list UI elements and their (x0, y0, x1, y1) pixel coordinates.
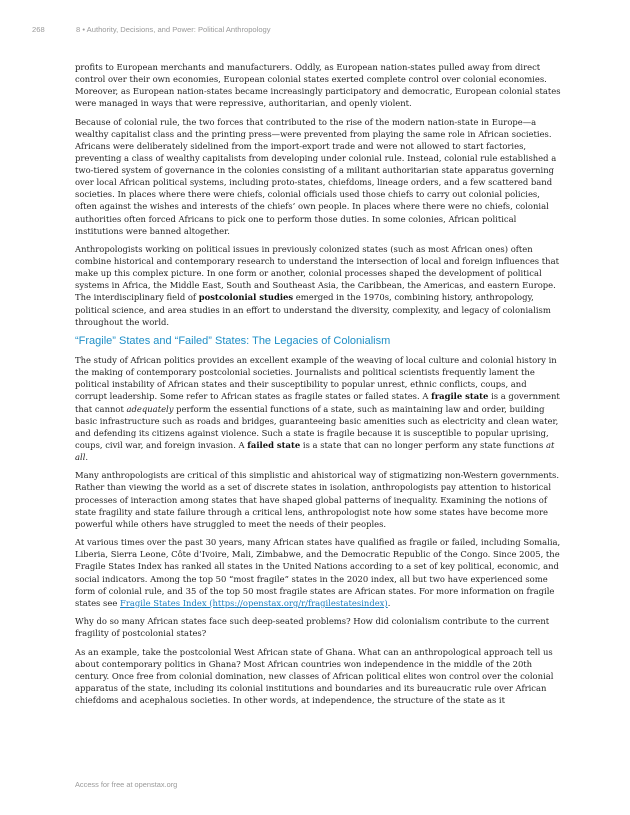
paragraph: Anthropologists working on political issues in previously colonized states (such as most African ones) often combine historical and contemporary research to understand the intersection of local and foreign influences that make up this complex picture. In one form or another, colonial processes shaped the development of political systems in Africa, the Middle East, South and Southeast Asia, the Caribbean, the Americas, and eastern Europe. The interdisciplinary field of postcolonial studies emerged in the 1970s, combining history, anthropology, political science, and area studies in an effort to understand the diversity, complexity, and legacy of colonialism throughout the world. (75, 244, 559, 327)
fragile-states-index-link[interactable]: Fragile States Index (https://openstax.org/r/fragilestatesindex) (119, 597, 388, 608)
running-header (32, 25, 598, 34)
paragraph: The study of African politics provides an excellent example of the weaving of local culture and colonial history in the making of contemporary postcolonial societies. Journalists and political scientists frequently lament the political instability of African states and their susceptibility to popular unrest, ethnic conflicts, coups, and corrupt leadership. Some refer to African states as fragile states or failed states. A fragile state is a government that cannot adequately perform the essential functions of a state, such as maintaining law and order, building basic infrastructure such as roads and bridges, guaranteeing basic amenities such as electricity and clean water, and defending its citizens against violence. Such a state is fragile because it is susceptible to popular uprising, coups, civil war, and foreign invasion. A failed state is a state that can no longer perform any state functions at all. (75, 355, 560, 462)
paragraph: Because of colonial rule, the two forces that contributed to the rise of the modern nation-state in Europe—a wealthy capitalist class and the printing press—were prevented from playing the same role in African societies. Africans were deliberately sidelined from the import-export trade and were not allowed to start factories, preventing a class of wealthy capitalists from developing under colonial rule. Instead, colonial rule established a two-tiered system of governance in the colonies consisting of a militant authoritarian state apparatus governing over local African political systems, including proto-states, chiefdoms, lineage orders, and a few scattered band societies. In places where there were chiefs, colonial officials used those chiefs to carry out colonial policies, often against the wishes and interests of the chiefs’ own people. In places where there were no chiefs, colonial authorities often forced Africans to pick one to perform those duties. In some colonies, African political institutions were banned altogether. (75, 116, 557, 236)
emphasis-adequately: adequately (126, 403, 174, 414)
key-term-fragile-state: fragile state (431, 391, 489, 402)
section-heading: “Fragile” States and “Failed” States: The Legacies of Colonialism (75, 335, 391, 348)
paragraph: Many anthropologists are critical of this simplistic and ahistorical way of stigmatizing non-Western governments. Rather than viewing the world as a set of discrete states in isolation, anthropologists pay attention to historical processes of interaction among states that have shaped global patterns of inequality. Examining the notions of state fragility and state failure through a critical lens, anthropologist note how some states have become more powerful while others have struggled to meet the needs of their peoples. (75, 470, 560, 529)
emphasis-at-all: at all (75, 439, 555, 462)
paragraph: As an example, take the postcolonial West African state of Ghana. What can an anthropological approach tell us about contemporary politics in Ghana? Most African countries won independence in the middle of the 20th century. Once free from colonial domination, new classes of African political elites won control over the colonial apparatus of the state, including its colonial institutions and boundaries and its bureaucratic rule over African chiefdoms and acephalous societies. In other words, at independence, the structure of the state as it (75, 646, 554, 706)
page-footer: Access for free at openstax.org (75, 780, 178, 789)
running-title: 8 • Authority, Decisions, and Power: Political Anthropology (76, 25, 271, 34)
body-text (75, 61, 561, 713)
page-number: 268 (32, 25, 45, 34)
paragraph: At various times over the past 30 years, many African states have qualified as fragile or failed, including Somalia, Liberia, Sierra Leone, Côte d’Ivoire, Mali, Zimbabwe, and the Democratic Republic of the Congo. Since 2005, the Fragile States Index has ranked all states in the United Nations according to a set of key political, economic, and social indicators. Among the top 50 “most fragile” states in the 2020 index, all but two have experienced some form of colonial rule, and 35 of the top 50 most fragile states are African states. For more information on fragile states see Fragile States Index (https://openstax.org/r/fragilestatesindex). (75, 537, 561, 608)
paragraph: Why do so many African states face such deep-seated problems? How did colonialism contribute to the current fragility of postcolonial states? (75, 616, 550, 639)
paragraph: profits to European merchants and manufacturers. Oddly, as European nation-states pulled away from direct control over their own economies, European colonial states exerted complete control over colonial economies. Moreover, as European nation-states became increasingly participatory and democratic, European colonial states were managed in ways that were repressive, authoritarian, and openly violent. (75, 62, 561, 109)
key-term-postcolonial-studies: postcolonial studies (198, 292, 294, 303)
key-term-failed-state: failed state (247, 439, 301, 450)
